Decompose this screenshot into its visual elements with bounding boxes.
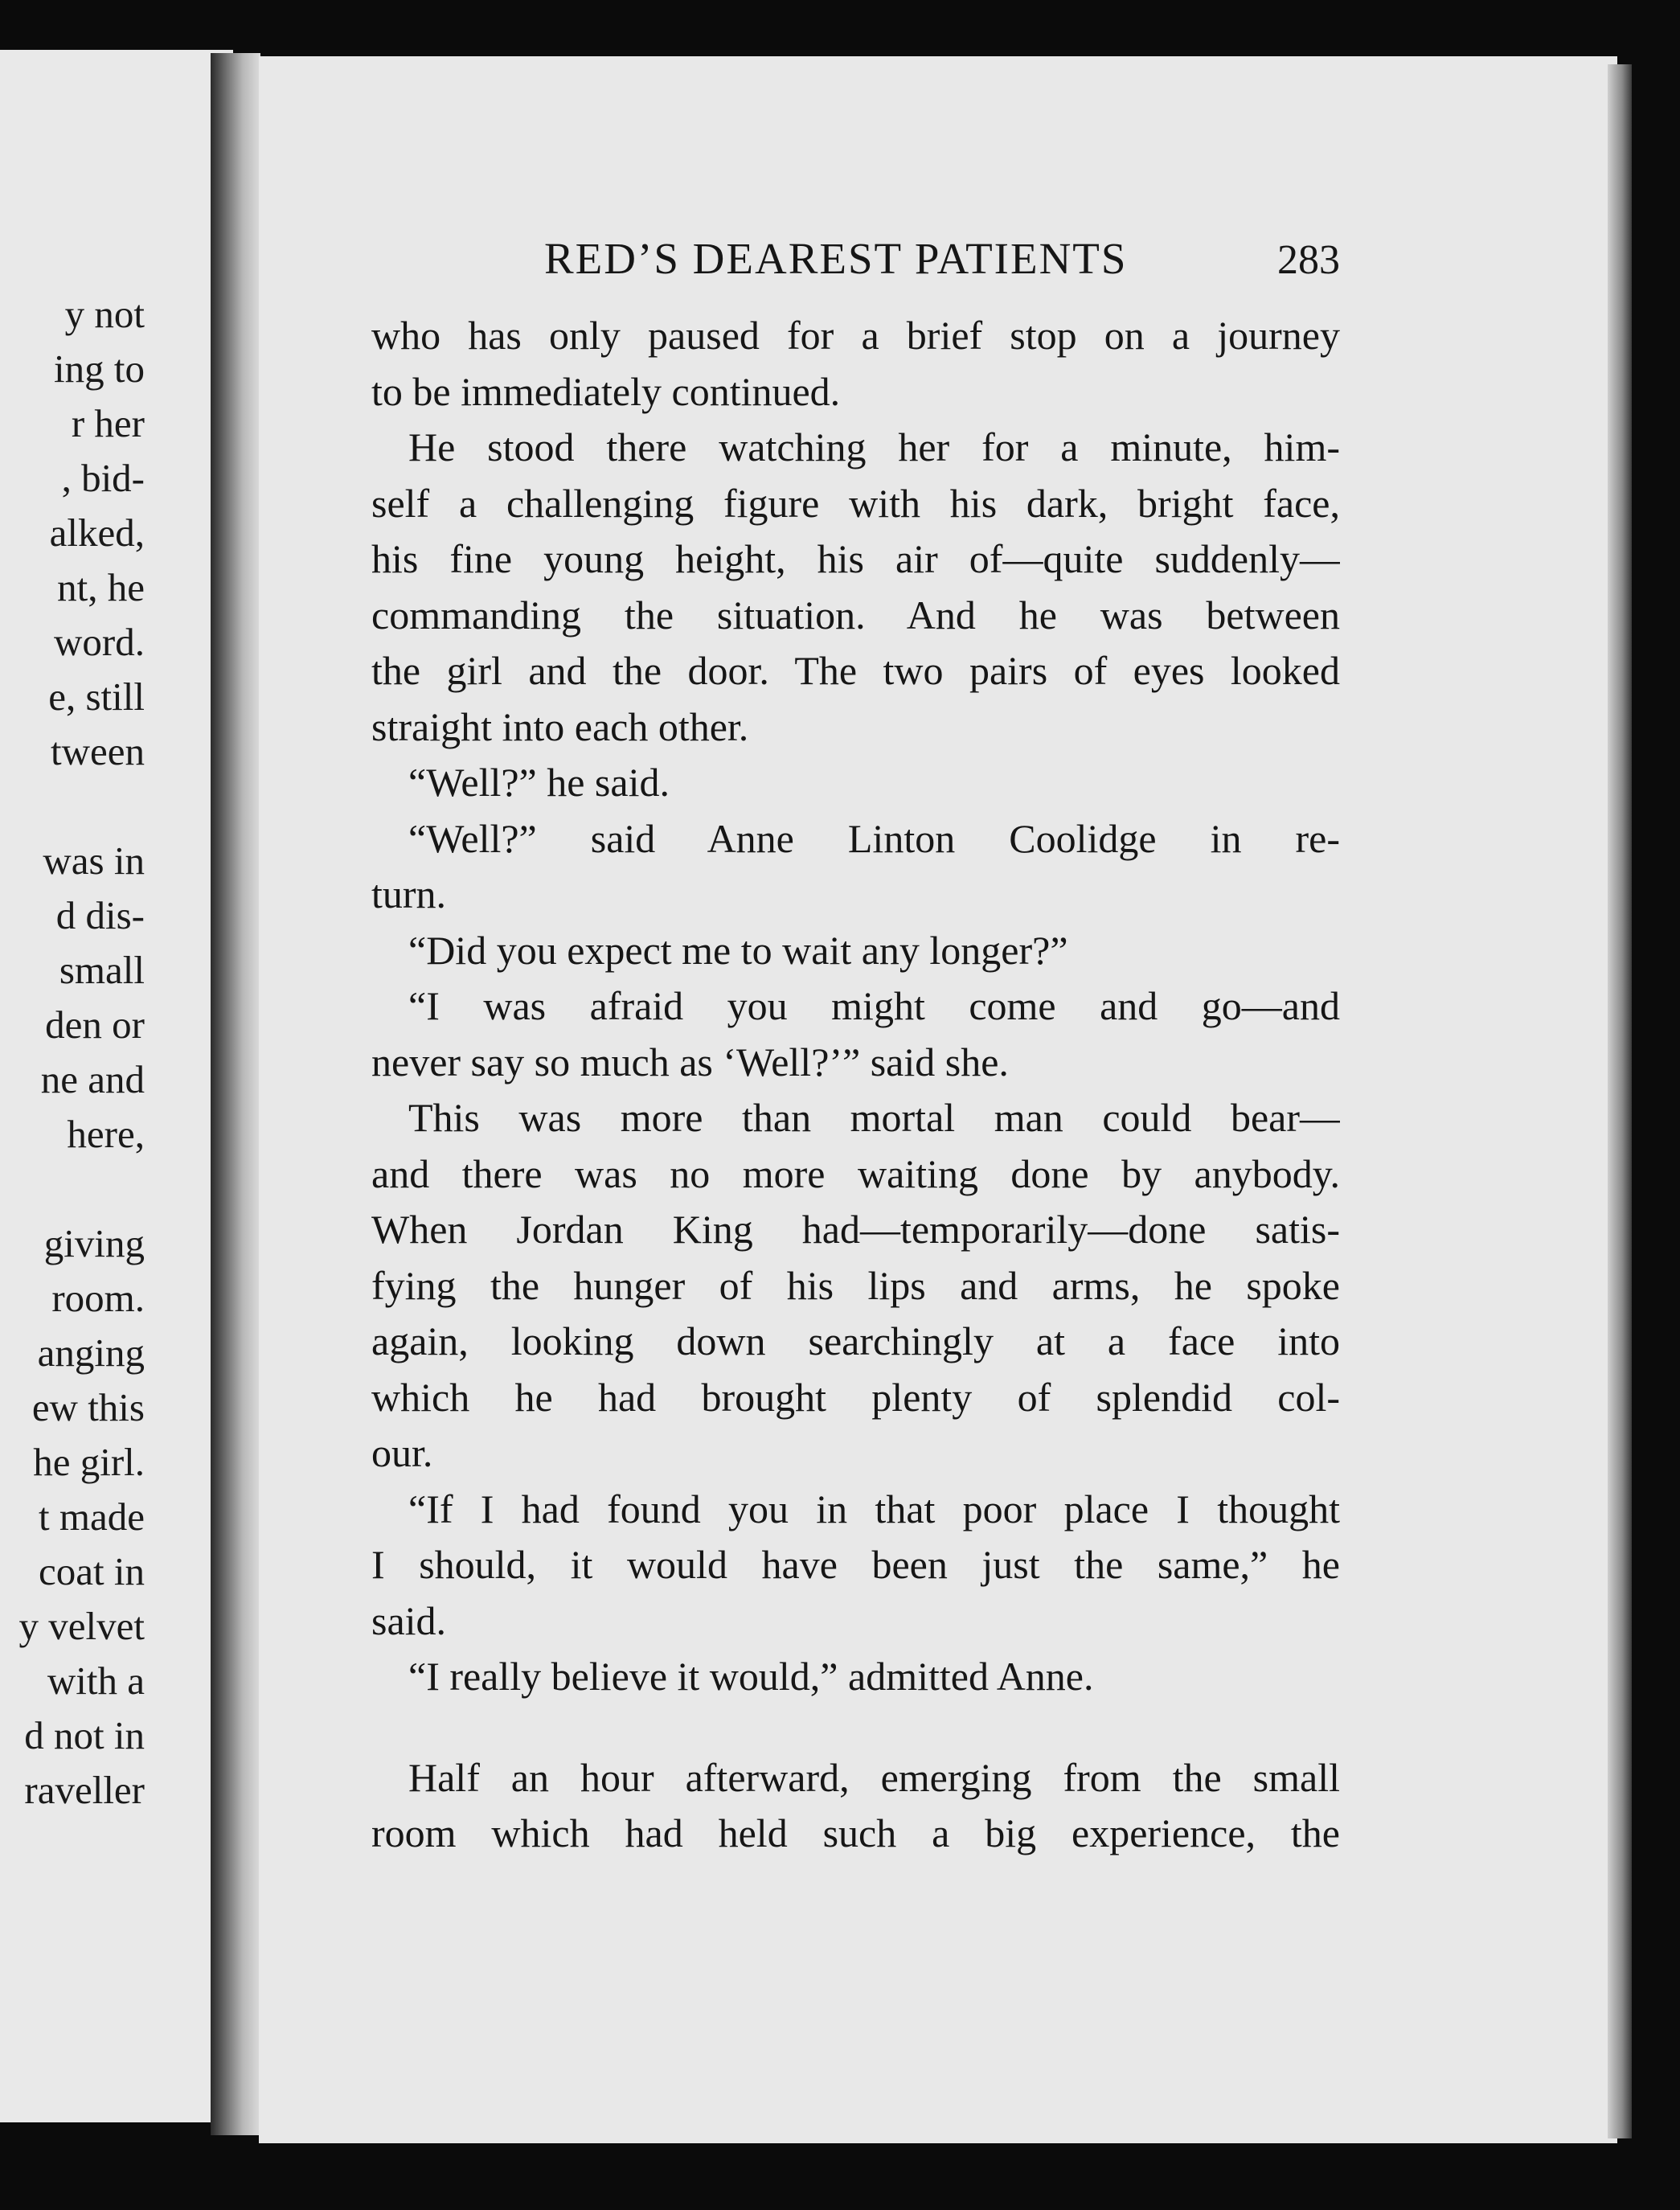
left-page-line: r her	[71, 401, 145, 445]
left-page-line: , bid-	[61, 456, 145, 500]
section-break	[371, 1705, 1340, 1750]
text-line: commanding the situation. And he was between	[371, 592, 1340, 638]
left-page-line: ne and	[40, 1057, 145, 1101]
left-page-line: with a	[47, 1659, 145, 1703]
left-page-line: d not in	[24, 1713, 145, 1757]
left-page-line: y velvet	[18, 1604, 145, 1648]
text-line: never say so much as ‘Well?’” said she.	[371, 1039, 1009, 1084]
text-line: said.	[371, 1597, 447, 1643]
left-page-line: word.	[54, 620, 145, 664]
left-page-line: he girl.	[33, 1440, 145, 1484]
text-line: and there was no more waiting done by anybody.	[371, 1150, 1340, 1196]
left-page-line: room.	[51, 1276, 145, 1320]
text-line: “If I had found you in that poor place I thought	[408, 1486, 1340, 1531]
left-page	[0, 50, 233, 2122]
left-page-line: y not	[64, 292, 145, 336]
page-number: 283	[1277, 237, 1340, 283]
left-page-line: d dis-	[55, 893, 145, 937]
text-line: When Jordan King had—temporarily—done satis-	[371, 1207, 1340, 1252]
body-text	[371, 308, 1340, 1862]
book-gutter	[211, 53, 260, 2135]
text-line: “Well?” he said.	[408, 760, 670, 805]
left-page-line: giving	[43, 1221, 145, 1265]
text-line: room which had held such a big experience, the	[371, 1810, 1340, 1855]
text-line: “I really believe it would,” admitted Anne.	[408, 1654, 1094, 1699]
page-edge	[1608, 64, 1632, 2138]
left-page-line: nt, he	[57, 565, 145, 609]
left-page-line: coat in	[39, 1549, 145, 1593]
text-line: our.	[371, 1430, 433, 1475]
left-page-line	[0, 779, 233, 834]
text-line: straight into each other.	[371, 703, 749, 749]
text-line: who has only paused for a brief stop on a journey	[371, 313, 1340, 358]
text-line: Half an hour afterward, emerging from the small	[408, 1754, 1340, 1800]
left-page-line: small	[59, 948, 145, 992]
left-page-line	[0, 1162, 233, 1216]
left-page-line: anging	[37, 1331, 145, 1375]
text-line: which he had brought plenty of splendid col-	[371, 1374, 1340, 1420]
text-line: He stood there watching her for a minute, him-	[408, 424, 1340, 469]
text-line: turn.	[371, 871, 447, 916]
left-page-line: was in	[43, 838, 145, 883]
left-page-line: raveller	[24, 1768, 145, 1812]
page-header	[544, 233, 1340, 289]
left-page-line: e, still	[48, 674, 145, 719]
text-line: “Did you expect me to wait any longer?”	[408, 927, 1068, 973]
text-line: “Well?” said Anne Linton Coolidge in re-	[408, 815, 1340, 861]
left-page-line: alked,	[49, 510, 145, 555]
text-line: the girl and the door. The two pairs of eyes looked	[371, 648, 1340, 693]
text-line: his fine young height, his air of—quite suddenly—	[371, 536, 1340, 581]
left-page-line: t made	[39, 1495, 145, 1539]
left-page-line: ing to	[54, 346, 145, 391]
text-line: “I was afraid you might come and go—and	[408, 983, 1340, 1028]
text-line: self a challenging figure with his dark, bright face,	[371, 480, 1340, 526]
left-page-text	[0, 287, 233, 1818]
text-line: fying the hunger of his lips and arms, he spoke	[371, 1262, 1340, 1308]
left-page-line: den or	[45, 1002, 145, 1047]
text-line: I should, it would have been just the same,” he	[371, 1542, 1340, 1587]
left-page-line: tween	[51, 729, 145, 773]
running-title: RED’S DEAREST PATIENTS	[544, 234, 1128, 283]
text-line: This was more than mortal man could bear—	[408, 1095, 1340, 1140]
left-page-line: here,	[67, 1112, 145, 1156]
text-line: to be immediately continued.	[371, 368, 841, 414]
text-line: again, looking down searchingly at a face into	[371, 1318, 1340, 1363]
left-page-line: ew this	[31, 1385, 145, 1429]
